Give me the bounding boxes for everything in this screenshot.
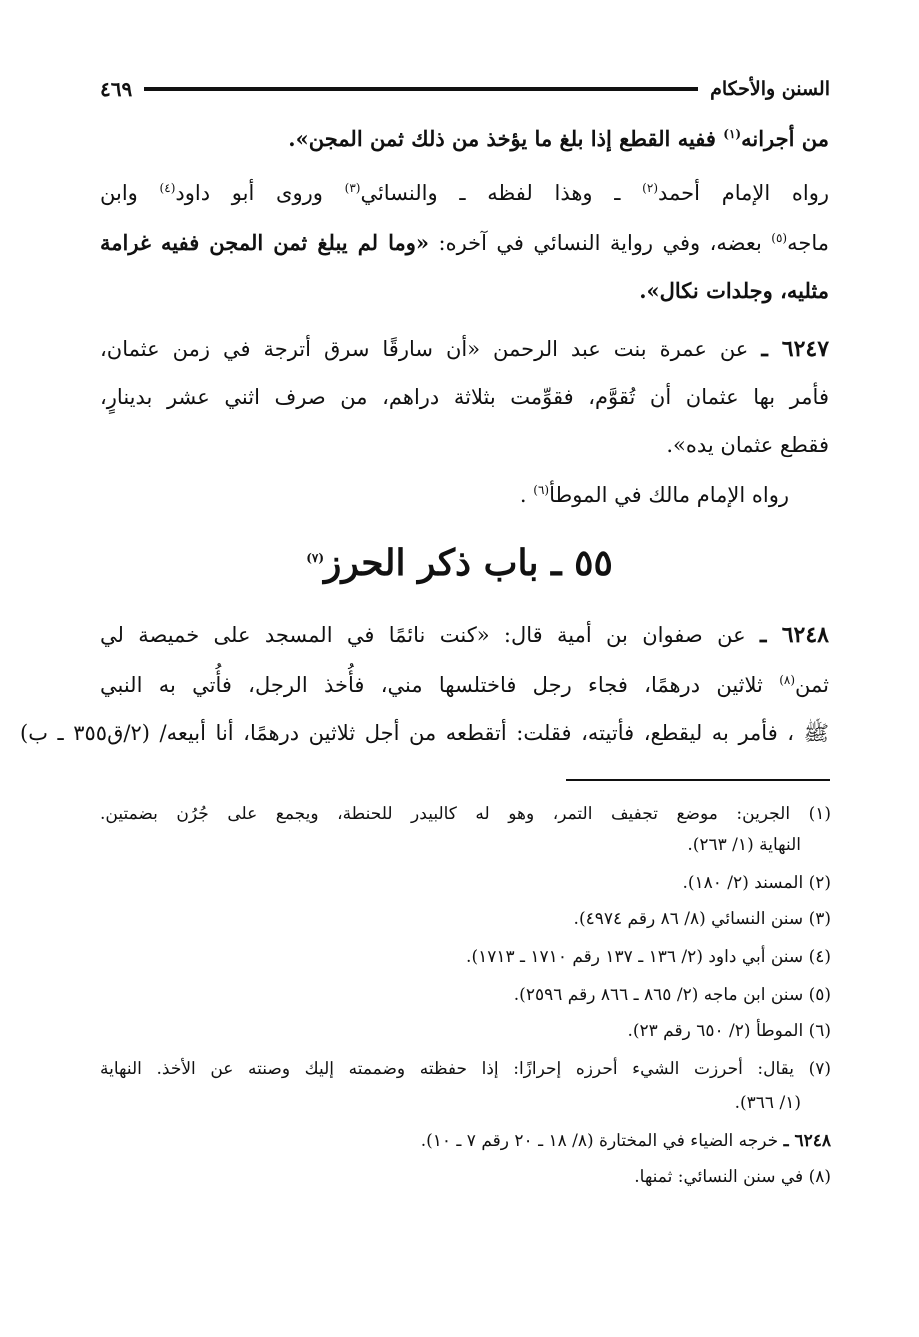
footnote-3: (٣) سنن النسائي (٨/ ٨٦ رقم ٤٩٧٤). xyxy=(573,909,831,929)
footnote-5: (٥) سنن ابن ماجه (٢/ ٨٦٥ ـ ٨٦٦ رقم ٢٥٩٦). xyxy=(513,985,831,1005)
hadith-6247-line-1: ٦٢٤٧ ـ عن عمرة بنت عبد الرحمن «أن سارقًا سرق أترجة في زمن عثمان، xyxy=(100,336,830,362)
footnote-ref[interactable]: (٦) xyxy=(533,483,550,497)
body-line-1: من أجرانه$^{(١)}$ ففيه القطع إذا بلغ ما يؤخذ من ذلك ثمن المجن». xyxy=(288,126,829,151)
hadith-number: ٦٢٤٨ ـ xyxy=(759,622,829,648)
hadith-6247-line-3: فقطع عثمان يده». xyxy=(666,433,829,457)
body-line-4: مثليه، وجلدات نكال». xyxy=(639,278,829,303)
footnote-divider xyxy=(566,779,830,781)
footnote-8: (٨) في سنن النسائي: ثمنها. xyxy=(634,1167,831,1187)
footnote-ref[interactable]: (١) xyxy=(723,127,742,141)
page-number: ٤٦٩ xyxy=(100,77,133,101)
footnote-ref[interactable]: (٣) xyxy=(344,181,361,195)
footnote-6: (٦) الموطأ (٢/ ٦٥٠ رقم ٢٣). xyxy=(627,1021,831,1041)
section-heading: ٥٥ ـ باب ذكر الحرز$^{(٧)}$ xyxy=(306,542,613,584)
footnote-ref[interactable]: (٨) xyxy=(779,673,796,687)
hadith-number: ٦٢٤٧ ـ xyxy=(761,336,830,362)
hadith-6248-line-2: ثمن$^{(٨)}$ ثلاثين درهمًا، فجاء رجل فاختلسها مني، فأُخذ الرجل، فأُتي به النبي xyxy=(100,673,829,697)
footnote-2: (٢) المسند (٢/ ١٨٠). xyxy=(682,873,831,893)
running-title: السنن والأحكام xyxy=(710,78,830,100)
header-rule xyxy=(144,87,698,91)
footnote-ref[interactable]: (٧) xyxy=(306,551,325,565)
hadith-6247-line-2: فأمر بها عثمان أن تُقوَّم، فقوِّمت بثلاثة دراهم، من صرف اثني عشر بدينارٍ، xyxy=(100,385,829,409)
footnote-ref[interactable]: (٢) xyxy=(642,181,658,195)
page-header xyxy=(100,72,830,106)
footnote-1-cont: النهاية (١/ ٢٦٣). xyxy=(687,835,801,855)
hadith-6248-line-3: ﷺ ، فأمر به ليقطع، فأتيته، فقلت: أتقطعه من أجل ثلاثين درهمًا، أنا أبيعه/ (٢/ق٣٥٥ ـ ب) xyxy=(20,721,830,745)
body-line-3: ماجه$^{(٥)}$ بعضه، وفي رواية النسائي في آخره: «وما لم يبلغ ثمن المجن ففيه غرامة xyxy=(100,230,829,255)
hadith-number: ٦٢٤٨ ـ xyxy=(783,1131,831,1151)
footnote-hadith-6248: ٦٢٤٨ ـ خرجه الضياء في المختارة (٨/ ١٨ ـ ٢٠ رقم ٧ ـ ١٠). xyxy=(420,1131,831,1151)
footnote-ref[interactable]: (٤) xyxy=(159,181,176,195)
body-line-2: رواه الإمام أحمد$^{(٢)}$ ـ وهذا لفظه ـ والنسائي$^{(٣)}$ وروى أبو داود$^{(٤)}$ وابن xyxy=(100,181,830,205)
hadith-6248-line-1: ٦٢٤٨ ـ عن صفوان بن أمية قال: «كنت نائمًا في المسجد على خميصة لي xyxy=(100,622,829,648)
footnote-ref[interactable]: (٥) xyxy=(771,231,788,245)
hadith-6247-source: رواه الإمام مالك في الموطأ$^{(٦)}$ . xyxy=(519,483,789,507)
footnote-7-cont: (١/ ٣٦٦). xyxy=(734,1093,801,1113)
footnote-4: (٤) سنن أبي داود (٢/ ١٣٦ ـ ١٣٧ رقم ١٧١٠ ـ ١٧١٣). xyxy=(466,947,831,967)
footnote-1: (١) الجرين: موضع تجفيف التمر، وهو له كالبيدر للحنطة، ويجمع على جُرُن بضمتين. xyxy=(100,804,831,824)
footnote-7: (٧) يقال: أحرزت الشيء أحرزه إحرازًا: إذا حفظته وضممته إليك وصنته عن الأخذ. النهاية xyxy=(100,1059,831,1079)
